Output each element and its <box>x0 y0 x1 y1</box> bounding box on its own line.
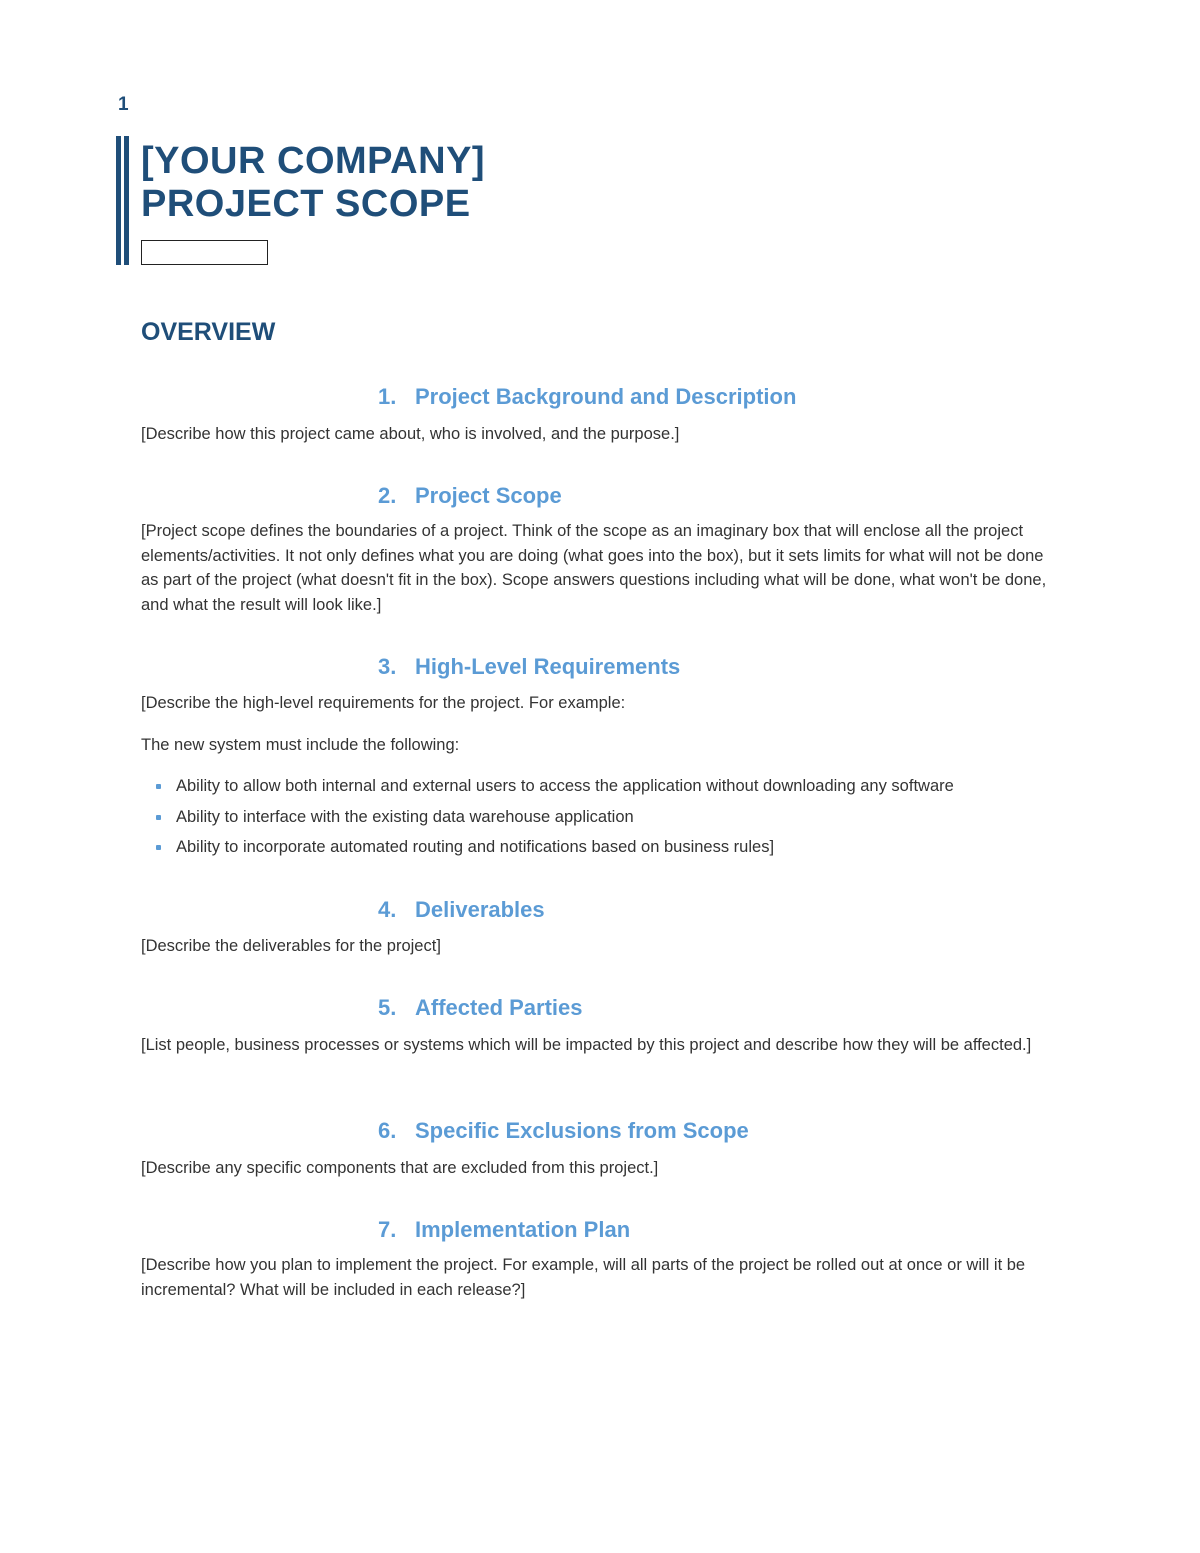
section-body-exclusions[interactable]: [Describe any specific components that are excluded from this project.] <box>141 1159 659 1177</box>
requirements-list <box>141 771 1056 863</box>
section-body-deliverables[interactable]: [Describe the deliverables for the project] <box>141 937 441 955</box>
title-accent-bar <box>124 136 129 265</box>
section-heading-deliverables <box>378 897 545 923</box>
list-item-text: Ability to interface with the existing data warehouse application <box>176 807 634 826</box>
document-title <box>141 140 485 226</box>
date-field[interactable] <box>141 240 268 265</box>
section-body-affected-parties[interactable]: [List people, business processes or systems which will be impacted by this project and describe how they will be affected.] <box>141 1036 1032 1054</box>
list-item-text: Ability to allow both internal and external users to access the application without downloading any software <box>176 777 954 795</box>
section-body-implementation[interactable]: [Describe how you plan to implement the project. For example, will all parts of the project be rolled out at once or will it be incremental? What will be included in each release?] <box>141 1256 1026 1299</box>
section-number: 2. <box>378 483 397 508</box>
section-heading-implementation <box>378 1217 630 1243</box>
list-item[interactable] <box>141 802 1056 833</box>
section-heading-requirements <box>378 654 680 680</box>
section-number: 5. <box>378 995 397 1020</box>
section-body-requirements-intro[interactable]: [Describe the high-level requirements for the project. For example: <box>141 694 626 712</box>
section-title: High-Level Requirements <box>415 654 681 679</box>
company-name-title[interactable]: [YOUR COMPANY] <box>141 140 486 182</box>
section-number: 4. <box>378 897 397 922</box>
bullet-icon <box>156 784 161 789</box>
bullet-icon <box>156 815 161 820</box>
section-heading-exclusions <box>378 1118 749 1144</box>
section-title: Project Background and Description <box>415 384 797 409</box>
list-item-text: Ability to incorporate automated routing and notifications based on business rules] <box>176 838 775 856</box>
section-number: 6. <box>378 1118 397 1143</box>
section-body-scope[interactable]: [Project scope defines the boundaries of a project. Think of the scope as an imaginary box that will enclose all the project elements/activities. It not only defines what you are doing (what goes into the box), but it sets limits for what will not be done as part of the project (what doesn't fit in the box). Scope answers questions including what will be done, what won't be done, and what the result will look like.] <box>141 522 1047 614</box>
section-title: Affected Parties <box>415 995 583 1020</box>
section-body-requirements-lead[interactable]: The new system must include the following: <box>141 736 460 754</box>
section-title: Project Scope <box>415 483 562 508</box>
title-accent-bars <box>116 136 132 265</box>
page-number: 1 <box>118 94 129 115</box>
project-scope-title: PROJECT SCOPE <box>141 183 471 225</box>
section-body-background[interactable]: [Describe how this project came about, who is involved, and the purpose.] <box>141 425 680 443</box>
section-title: Specific Exclusions from Scope <box>415 1118 749 1143</box>
section-title: Deliverables <box>415 897 545 922</box>
overview-heading: OVERVIEW <box>141 318 276 346</box>
section-heading-affected-parties <box>378 995 583 1021</box>
section-number: 3. <box>378 654 397 679</box>
bullet-icon <box>156 845 161 850</box>
title-accent-bar <box>116 136 121 265</box>
section-heading-background <box>378 384 796 410</box>
section-number: 7. <box>378 1217 397 1242</box>
section-number: 1. <box>378 384 397 409</box>
section-title: Implementation Plan <box>415 1217 631 1242</box>
list-item[interactable] <box>141 832 1056 863</box>
list-item[interactable] <box>141 771 1056 802</box>
section-heading-scope <box>378 483 562 509</box>
